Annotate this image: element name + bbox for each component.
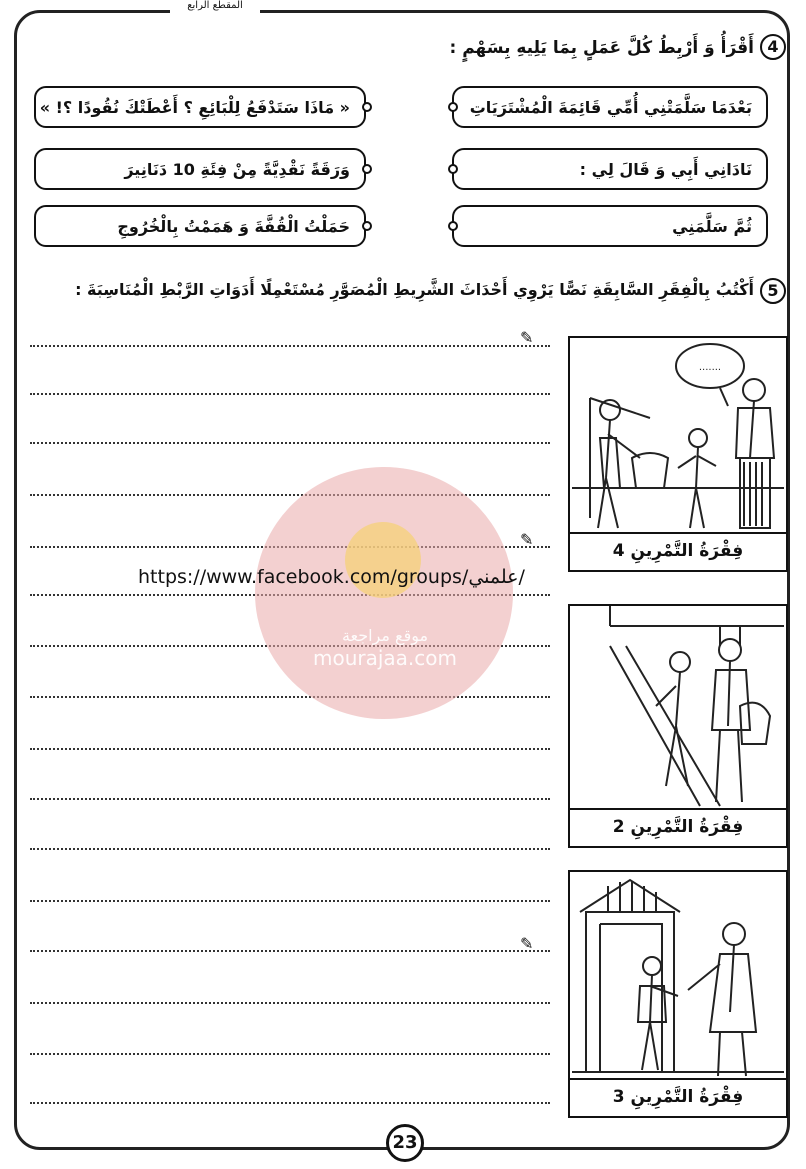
- writing-line[interactable]: [30, 345, 550, 347]
- match-left-item-2[interactable]: وَرَقَةً نَقْدِيَّةً مِنْ فِئَةِ 10 دَنَانِيرَ: [34, 148, 366, 190]
- writing-line[interactable]: [30, 696, 550, 698]
- writing-line[interactable]: [30, 1002, 550, 1004]
- match-right-item-1[interactable]: بَعْدَمَا سَلَّمَتْنِي أُمِّي قَائِمَةَ الْمُشْتَرَيَاتِ: [452, 86, 768, 128]
- writing-line[interactable]: [30, 494, 550, 496]
- unit-title: المقطع الرابع: [170, 0, 260, 14]
- exercise-4-instruction: أَقْرَأُ وَ أَرْبِطُ كُلَّ عَمَلٍ بِمَا يَلِيهِ بِسَهْمٍ :: [449, 38, 754, 58]
- comic-caption-1: فِقْرَةُ التَّمْرِينِ 4: [570, 532, 786, 570]
- comic-illustration-shopping: [570, 338, 786, 534]
- comic-panel-2: [568, 604, 788, 848]
- match-left-item-3[interactable]: حَمَلْتُ الْقُفَّةَ وَ هَمَمْتُ بِالْخُرُوجِ: [34, 205, 366, 247]
- match-right-item-2[interactable]: نَادَانِي أَبِي وَ قَالَ لِي :: [452, 148, 768, 190]
- comic-caption-3: فِقْرَةُ التَّمْرِينِ 3: [570, 1078, 786, 1116]
- exercise-5-number: 5: [760, 278, 786, 304]
- facebook-group-url[interactable]: https://www.facebook.com/groups/علمني/: [138, 566, 525, 588]
- match-dot-right-2[interactable]: [448, 164, 458, 174]
- writing-line[interactable]: [30, 393, 550, 395]
- exercise-5-instruction: أَكْتُبُ بِالْفِقَرِ السَّابِقَةِ نَصًّا يَرْوِي أَحْدَاثَ الشَّرِيطِ الْمُصَوَّرِ مُسْتَعْمِلًا أَدَوَاتِ الرَّبْطِ الْمُنَاسِبَةَ :: [75, 280, 754, 299]
- pencil-icon: ✎: [520, 328, 534, 347]
- comic-illustration-doorway: [570, 872, 786, 1080]
- writing-line[interactable]: [30, 748, 550, 750]
- match-right-item-3[interactable]: ثُمَّ سَلَّمَنِي: [452, 205, 768, 247]
- watermark-site-latin: mourajaa.com: [312, 646, 457, 670]
- writing-line[interactable]: [30, 900, 550, 902]
- watermark-site-arabic: موقع مراجعة: [341, 626, 429, 645]
- match-left-item-1[interactable]: « مَاذَا سَتَدْفَعُ لِلْبَائِعِ ؟ أَعْطَتْكَ نُقُودًا ؟! »: [34, 86, 366, 128]
- writing-line[interactable]: [30, 1053, 550, 1055]
- writing-line[interactable]: [30, 442, 550, 444]
- exercise-4-number: 4: [760, 34, 786, 60]
- comic-caption-2: فِقْرَةُ التَّمْرِينِ 2: [570, 808, 786, 846]
- writing-line[interactable]: [30, 950, 550, 952]
- writing-line[interactable]: [30, 848, 550, 850]
- pencil-icon: ✎: [520, 934, 534, 953]
- page-number: 23: [386, 1124, 424, 1162]
- speech-bubble-text: .......: [698, 362, 722, 373]
- match-dot-left-2[interactable]: [362, 164, 372, 174]
- match-dot-left-1[interactable]: [362, 102, 372, 112]
- writing-line[interactable]: [30, 1102, 550, 1104]
- comic-illustration-leaving: [570, 606, 786, 810]
- writing-line[interactable]: [30, 798, 550, 800]
- pencil-icon: ✎: [520, 530, 534, 549]
- comic-panel-1: [568, 336, 788, 572]
- match-dot-left-3[interactable]: [362, 221, 372, 231]
- match-dot-right-3[interactable]: [448, 221, 458, 231]
- comic-panel-3: [568, 870, 788, 1118]
- match-dot-right-1[interactable]: [448, 102, 458, 112]
